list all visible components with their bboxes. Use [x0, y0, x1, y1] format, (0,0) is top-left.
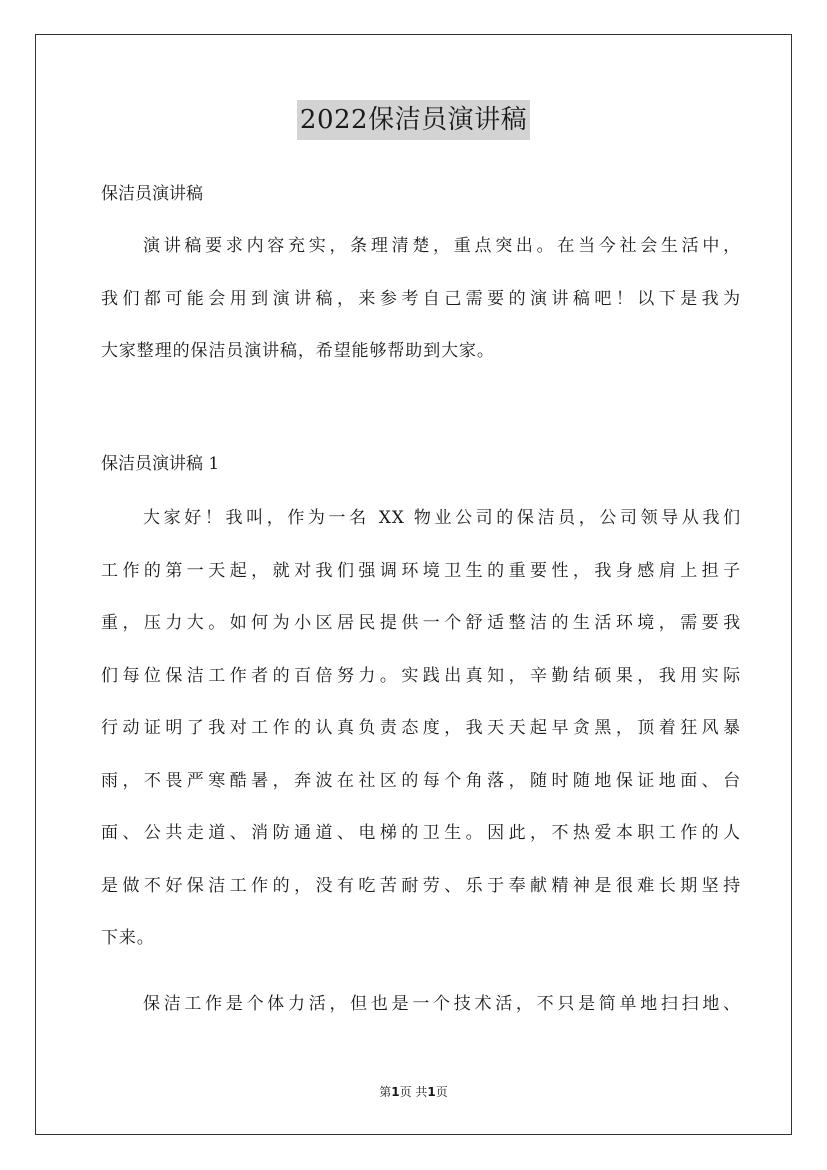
para1-line-1: 大家好！我叫，作为一名 XX 物业公司的保洁员，公司领导从我们: [143, 508, 741, 528]
intro-line-1: 演讲稿要求内容充实，条理清楚，重点突出。在当今社会生活中，: [143, 236, 741, 256]
document-title: 2022保洁员演讲稿: [297, 100, 530, 140]
para2-line-1: 保洁工作是个体力活，但也是一个技术活，不只是简单地扫扫地、: [143, 994, 741, 1014]
para1-line-8: 是做不好保洁工作的，没有吃苦耐劳、乐于奉献精神是很难长期坚持: [101, 875, 741, 896]
section-heading: 保洁员演讲稿 1: [101, 454, 220, 474]
page-footer: [0, 1084, 827, 1100]
intro-line-2: 我们都可能会用到演讲稿，来参考自己需要的演讲稿吧！以下是我为: [101, 288, 741, 309]
paragraph-1: [101, 492, 741, 965]
intro-heading: 保洁员演讲稿: [101, 184, 203, 204]
para1-line-4: 们每位保洁工作者的百倍努力。实践出真知，辛勤结硕果，我用实际: [101, 665, 741, 686]
paragraph-2: [101, 978, 741, 1031]
footer-mid: 页 共: [399, 1085, 428, 1099]
intro-line-3: 大家整理的保洁员演讲稿，希望能够帮助到大家。: [101, 341, 495, 361]
intro-paragraph: [101, 220, 741, 378]
footer-prefix: 第: [379, 1085, 392, 1099]
para1-line-5: 行动证明了我对工作的认真负责态度，我天天起早贪黑，顶着狂风暴: [101, 718, 741, 738]
footer-total-pages: 1: [427, 1085, 436, 1099]
footer-suffix: 页: [435, 1085, 448, 1099]
title-wrap: [0, 100, 827, 140]
para1-line-9: 下来。: [101, 928, 155, 948]
para1-line-6: 雨，不畏严寒酷暑，奔波在社区的每个角落，随时随地保证地面、台: [101, 770, 741, 791]
para1-line-7: 面、公共走道、消防通道、电梯的卫生。因此，不热爱本职工作的人: [101, 823, 741, 843]
para1-line-3: 重，压力大。如何为小区居民提供一个舒适整洁的生活环境，需要我: [101, 613, 741, 633]
para1-line-2: 工作的第一天起，就对我们强调环境卫生的重要性，我身感肩上担子: [101, 560, 741, 581]
footer-page-number: 1: [391, 1085, 400, 1099]
